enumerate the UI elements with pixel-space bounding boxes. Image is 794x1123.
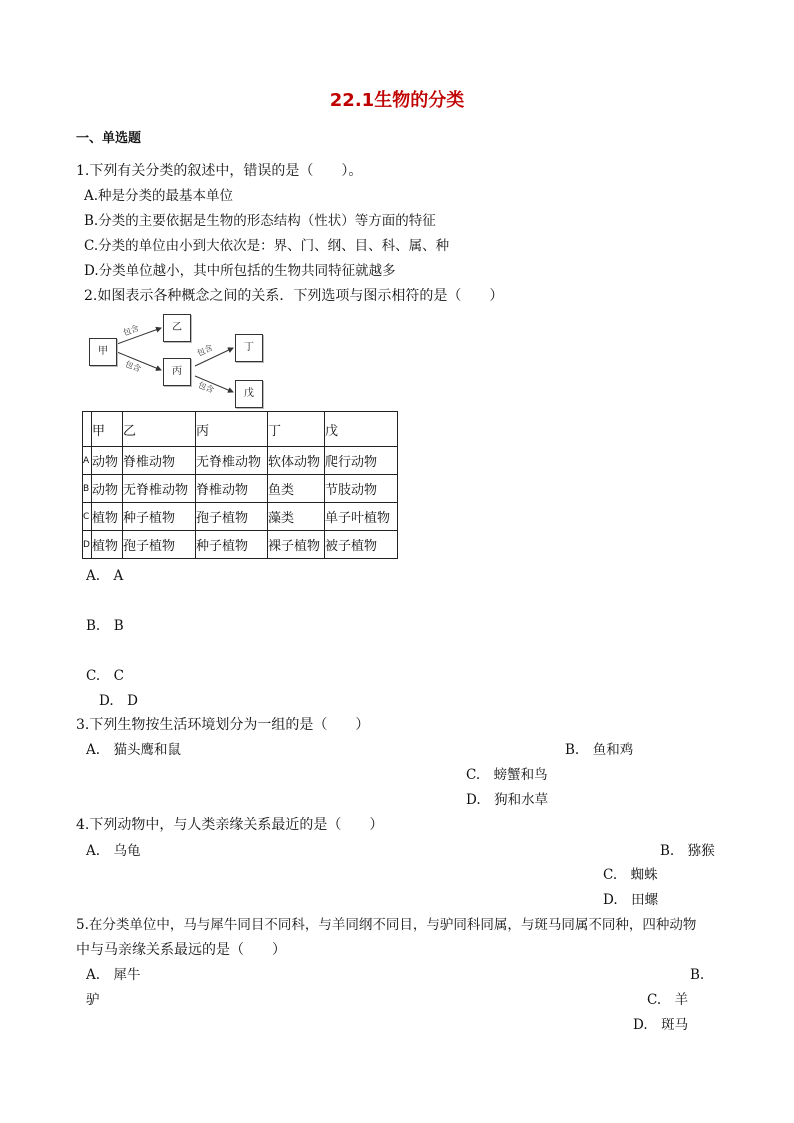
arrow-label: 包含: [195, 343, 215, 358]
table-cell: 无脊椎动物: [123, 475, 196, 503]
table-cell: 植物: [92, 503, 123, 531]
table-header-cell: 甲: [92, 412, 123, 447]
question-4-option-d[interactable]: D. 田螺: [603, 892, 659, 908]
table-cell: 裸子植物: [268, 531, 325, 559]
table-row: [83, 447, 398, 475]
table-cell: 被子植物: [325, 531, 398, 559]
arrow-label: 包含: [196, 380, 216, 395]
table-cell: 脊椎动物: [123, 447, 196, 475]
table-header-cell: 戊: [325, 412, 398, 447]
question-3-option-b[interactable]: B. 鱼和鸡: [565, 742, 634, 758]
table-cell: C: [83, 503, 92, 531]
box-jia: 甲: [89, 338, 117, 366]
question-5-stem-line-1: 5.在分类单位中，马与犀牛同目不同科，与羊同纲不同目，与驴同科同属，与斑马同属不同种，四种动物: [76, 917, 697, 933]
table-cell: [83, 412, 92, 447]
question-3-option-a[interactable]: A. 猫头鹰和鼠: [86, 742, 182, 758]
table-header-cell: 丙: [196, 412, 268, 447]
table-header-cell: 乙: [123, 412, 196, 447]
question-3-option-d[interactable]: D. 狗和水草: [466, 792, 549, 808]
question-1-option-d[interactable]: D.分类单位越小，其中所包括的生物共同特征就越多: [84, 263, 396, 279]
table-cell: 节肢动物: [325, 475, 398, 503]
table-cell: D: [83, 531, 92, 559]
table-cell: 无脊椎动物: [196, 447, 268, 475]
question-1-option-c[interactable]: C.分类的单位由小到大依次是：界、门、纲、目、科、属、种: [84, 238, 450, 254]
box-yi: 乙: [163, 314, 191, 342]
table-row: [83, 531, 398, 559]
question-2-option-a[interactable]: A. A: [86, 568, 124, 584]
table-cell: A: [83, 447, 92, 475]
question-5-option-a[interactable]: A. 犀牛: [86, 967, 141, 983]
question-5-option-b-label[interactable]: B.: [690, 967, 705, 983]
box-wu: 戊: [235, 380, 263, 408]
question-1-option-a[interactable]: A.种是分类的最基本单位: [84, 188, 234, 204]
table-cell: 种子植物: [196, 531, 268, 559]
table-cell: 动物: [92, 447, 123, 475]
table-row: [83, 503, 398, 531]
question-2-option-b[interactable]: B. B: [86, 618, 124, 634]
table-cell: B: [83, 475, 92, 503]
table-cell: 单子叶植物: [325, 503, 398, 531]
table-cell: 鱼类: [268, 475, 325, 503]
table-cell: 孢子植物: [123, 531, 196, 559]
question-5-option-c[interactable]: C. 羊: [647, 992, 689, 1008]
question-2-stem: 2.如图表示各种概念之间的关系．下列选项与图示相符的是（ ）: [84, 288, 504, 304]
table-cell: 植物: [92, 531, 123, 559]
table-cell: 动物: [92, 475, 123, 503]
question-3-stem: 3.下列生物按生活环境划分为一组的是（ ）: [76, 717, 370, 733]
table-cell: 脊椎动物: [196, 475, 268, 503]
question-5-option-b-text[interactable]: 驴: [86, 992, 100, 1008]
table-header-cell: 丁: [268, 412, 325, 447]
table-cell: 软体动物: [268, 447, 325, 475]
table-header-row: [83, 412, 398, 447]
table-cell: 种子植物: [123, 503, 196, 531]
options-table: [82, 411, 398, 559]
page-title: 22.1生物的分类: [329, 90, 465, 111]
question-4-stem: 4.下列动物中，与人类亲缘关系最近的是（ ）: [76, 817, 384, 833]
table-cell: 孢子植物: [196, 503, 268, 531]
arrow-label: 包含: [123, 359, 143, 374]
table-cell: 爬行动物: [325, 447, 398, 475]
question-4-option-c[interactable]: C. 蜘蛛: [603, 867, 658, 883]
question-5-stem-line-2: 中与马亲缘关系最远的是（ ）: [76, 942, 286, 958]
table-row: [83, 475, 398, 503]
question-1-stem: 1.下列有关分类的叙述中，错误的是（ ）。: [76, 163, 363, 179]
table-cell: 藻类: [268, 503, 325, 531]
concept-diagram: [85, 312, 285, 412]
question-3-option-c[interactable]: C. 螃蟹和鸟: [466, 767, 548, 783]
question-4-option-b[interactable]: B. 猕猴: [660, 843, 715, 859]
question-1-option-b[interactable]: B.分类的主要依据是生物的形态结构（性状）等方面的特征: [84, 213, 436, 229]
question-2-option-c[interactable]: C. C: [86, 668, 124, 684]
box-ding: 丁: [235, 334, 263, 362]
question-2-option-d[interactable]: D. D: [99, 693, 138, 709]
section-heading: 一、单选题: [76, 131, 142, 146]
question-4-option-a[interactable]: A. 乌龟: [86, 843, 141, 859]
box-bing: 丙: [163, 358, 191, 386]
question-5-option-d[interactable]: D. 斑马: [633, 1017, 689, 1033]
arrow-label: 包含: [121, 323, 141, 338]
